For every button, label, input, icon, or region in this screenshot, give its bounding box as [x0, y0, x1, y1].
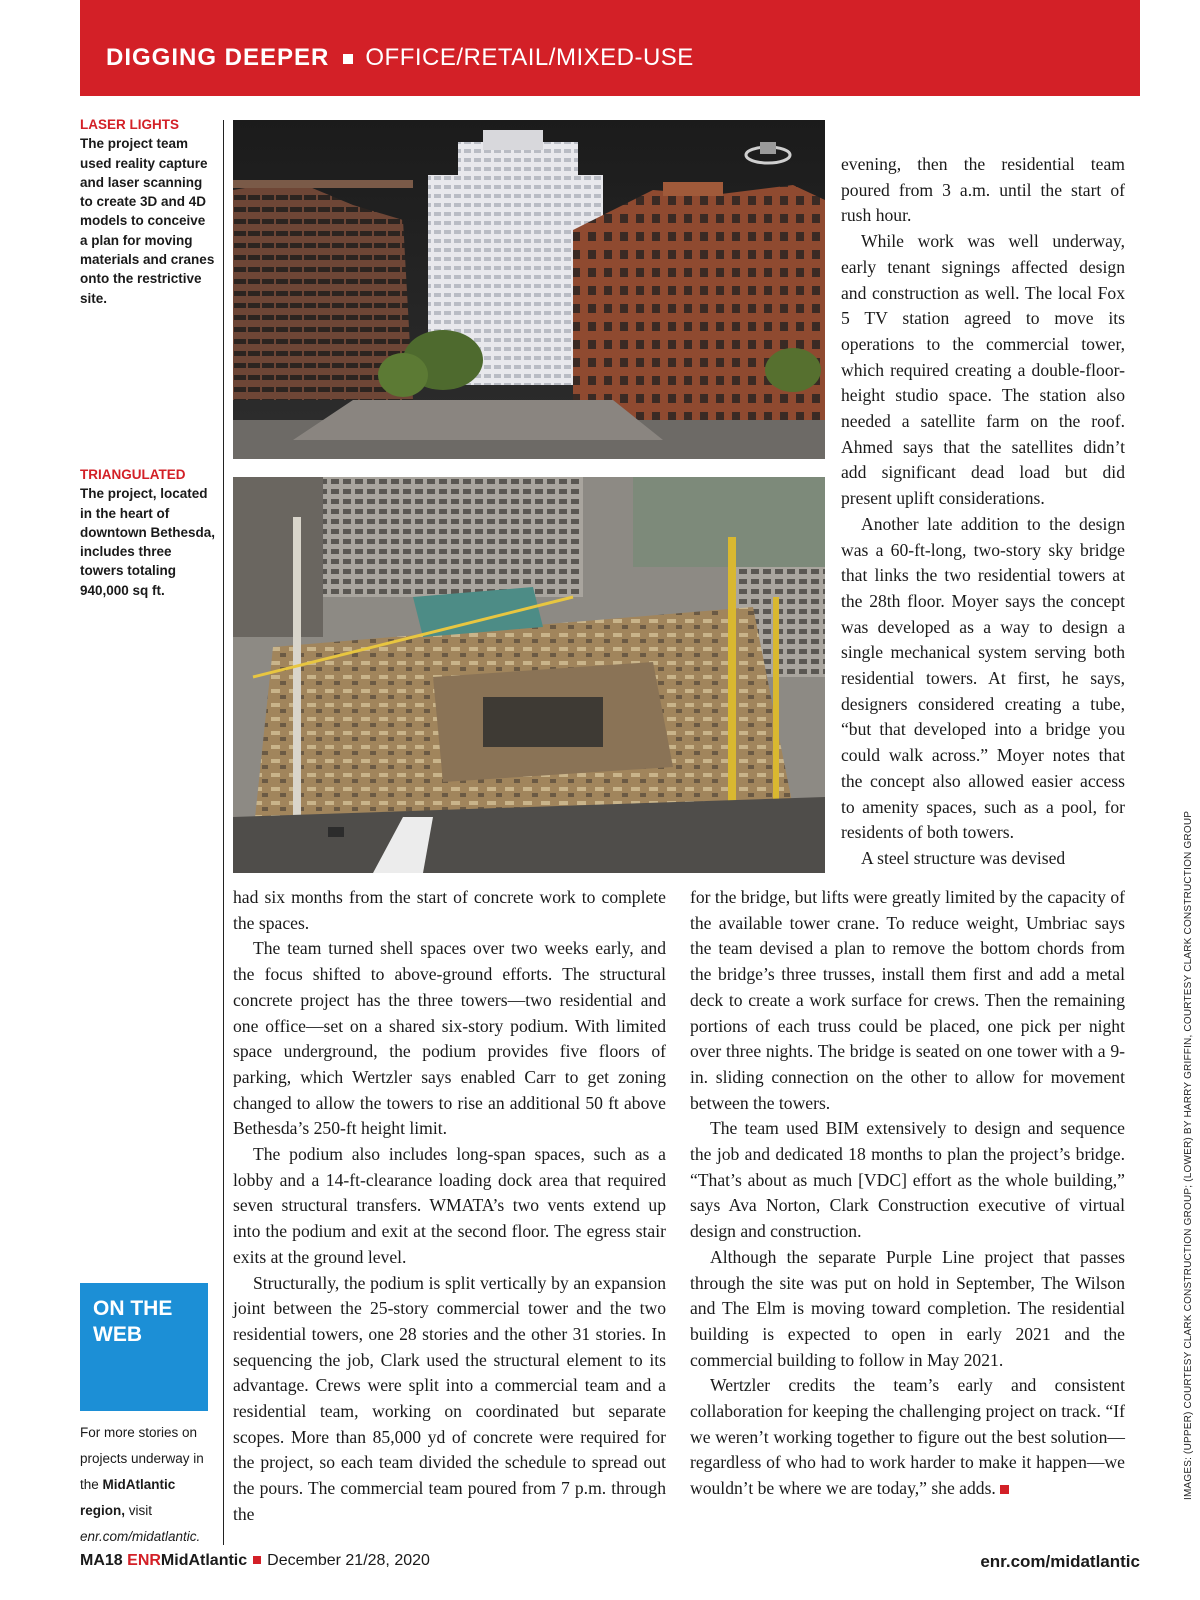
- photo-credit: IMAGES: (UPPER) COURTESY CLARK CONSTRUCTION GROUP; (LOWER) BY HARRY GRIFFIN, COURTESY CLARK CONSTRUCTION GROUP: [1183, 810, 1194, 1500]
- footer-square-icon: [253, 1556, 261, 1564]
- web-text-intro: For more stories on projects underway in the: [80, 1425, 204, 1492]
- article-column-left: [233, 885, 666, 1528]
- brand-region: MidAtlantic: [160, 1552, 248, 1569]
- on-the-web-title: ON THE WEB: [93, 1297, 173, 1346]
- sidebar-divider: [223, 120, 224, 1545]
- paragraph: [690, 1373, 1125, 1502]
- end-mark-icon: [1000, 1485, 1009, 1494]
- caption-text: The project, located in the heart of downtown Bethesda, includes three towers totaling 940,000 sq ft.: [80, 486, 215, 598]
- paragraph: While work was well underway, early tenant signings affected design and construction as well. The local Fox 5 TV station agreed to move its operations to the commercial tower, which required creating a double-floor-height studio space. The station also needed a satellite farm on the roof. Ahmed says that the satellites didn’t add significant dead load but did present uplift considerations.: [841, 231, 1125, 509]
- caption-text: The project team used reality capture and laser scanning to create 3D and 4D models to conceive a plan for moving materials and cranes onto the restrictive site.: [80, 136, 215, 306]
- issue-date: December 21/28, 2020: [267, 1552, 430, 1569]
- paragraph: Structurally, the podium is split vertically by an expansion joint between the 25-story commercial tower and the two residential towers, one 28 stories and the other 31 stories. In sequencing the job, Clark used the structural element to its advantage. Crews were split into a commercial team and a residential team, working on coordinated but separate scopes. More than 85,000 yd of concrete were required for the project, so each team divided the schedule to spread out the pours. The commercial team poured from 7 p.m. through the: [233, 1272, 666, 1524]
- on-the-web-box: [80, 1283, 208, 1411]
- paragraph: A steel structure was devised: [861, 847, 1066, 868]
- article-column-right-top: [841, 152, 1125, 872]
- banner-text: [106, 44, 694, 72]
- paragraph: had six months from the start of concrete work to complete the spaces.: [233, 887, 666, 933]
- footer-folio: [80, 1552, 430, 1570]
- section-category: OFFICE/RETAIL/MIXED-USE: [365, 44, 694, 71]
- web-text-visit: visit: [125, 1503, 153, 1518]
- paragraph: Although the separate Purple Line project that passes through the site was put on hold in September, The Wilson and The Elm is moving toward completion. The residential building is expected to open in early 2021 and the commercial building to follow in May 2021.: [690, 1246, 1125, 1370]
- section-banner: [80, 0, 1140, 96]
- paragraph: The team used BIM extensively to design and sequence the job and dedicated 18 months to plan the project’s bridge. “That’s about as much [VDC] effort as the whole building,” says Ava Norton, Clark Construction executive of virtual design and construction.: [690, 1118, 1125, 1242]
- section-title: DIGGING DEEPER: [106, 44, 330, 71]
- paragraph: for the bridge, but lifts were greatly limited by the capacity of the available tower crane. To reduce weight, Umbriac says the team devised a plan to remove the bottom chords from the bridge’s three trusses, install them first and add a metal deck to create a work surface for crews. Then the remaining portions of each truss could be placed, one pick per night over three nights. The bridge is seated on one tower with a 9-in. sliding connection on the other to allow for movement between the towers.: [690, 887, 1125, 1113]
- construction-site-photo: [233, 477, 825, 873]
- on-the-web-text: [80, 1420, 220, 1550]
- paragraph: The team turned shell spaces over two weeks early, and the focus shifted to above-ground efforts. The structural concrete project has the three towers—two residential and one office—set on a shared six-story podium. With limited space underground, the podium provides five floors of parking, which Wertzler says enabled Carr to get zoning changed to allow the towers to rise an additional 50 ft above Bethesda’s 250-ft height limit.: [233, 938, 666, 1139]
- article-column-right-bottom: [690, 885, 1125, 1502]
- web-link[interactable]: enr.com/midatlantic.: [80, 1529, 201, 1544]
- paragraph-text: Wertzler credits the team’s early and consistent collaboration for keeping the challenging project on track. “If we weren’t working together to figure out the best solution—regardless of who had to work harder to make it happen—we wouldn’t be where we are today,” she adds.: [690, 1375, 1125, 1499]
- paragraph: Another late addition to the design was a 60-ft-long, two-story sky bridge that links the two residential towers at the 28th floor. Moyer says the concept was developed as a way to design a single mechanical system serving both residential towers. At first, he says, designers considered creating a tube, “but that developed into a bridge you could walk across.” Moyer notes that the concept also allowed easier access to amenity spaces, such as a pool, for residents of both towers.: [841, 513, 1125, 843]
- caption-label: TRIANGULATED: [80, 467, 186, 482]
- caption-laser-lights: [80, 115, 216, 308]
- caption-triangulated: [80, 465, 216, 600]
- paragraph: The podium also includes long-span spaces, such as a lobby and a 14-ft-clearance loading dock area that required seven structural transfers. WMATA’s two vents extend up into the podium and exit at the second floor. The egress stair exits at the ground level.: [233, 1144, 666, 1267]
- banner-square-icon: [343, 54, 353, 64]
- laser-scan-photo: [233, 120, 825, 459]
- footer-url[interactable]: enr.com/midatlantic: [980, 1552, 1140, 1571]
- web-text-region: MidAtlantic region,: [80, 1477, 176, 1518]
- paragraph: evening, then the residential team poured from 3 a.m. until the start of rush hour.: [841, 154, 1125, 226]
- caption-label: LASER LIGHTS: [80, 117, 180, 132]
- page-number: MA18: [80, 1552, 123, 1569]
- brand-enr: ENR: [127, 1552, 161, 1569]
